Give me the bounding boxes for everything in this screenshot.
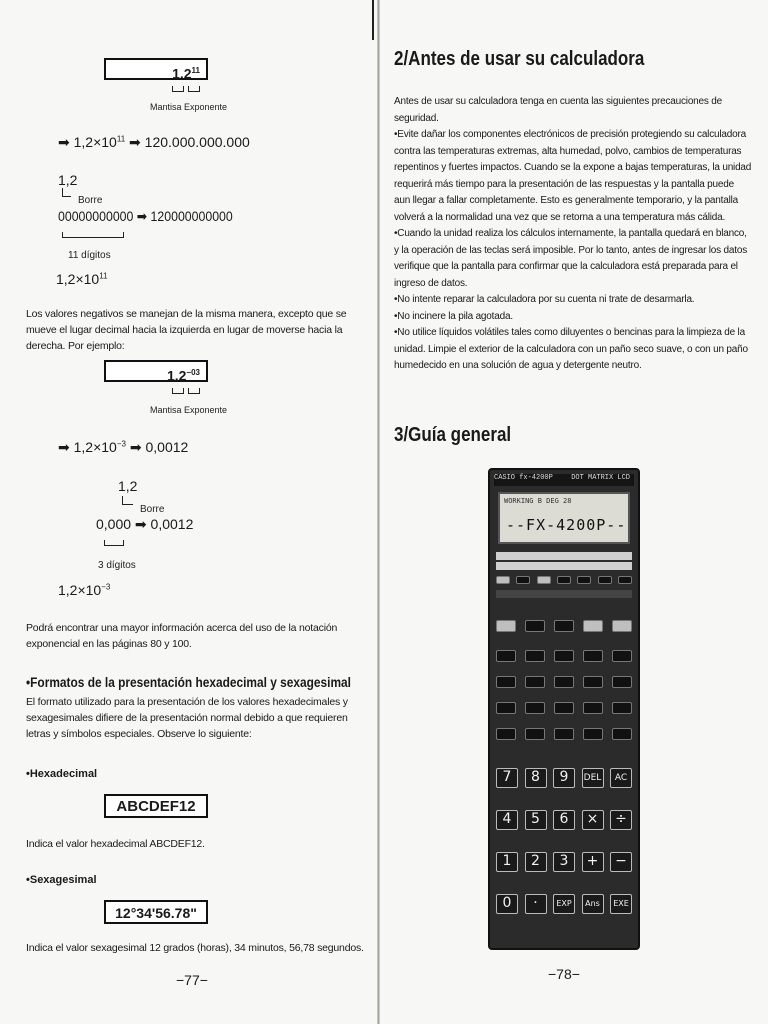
calculator-label-strip [496, 552, 632, 560]
calculator-function-keys-row [496, 620, 632, 632]
calc-key [496, 702, 516, 714]
calc-key [598, 576, 612, 584]
calc-key [612, 728, 632, 740]
borre-connector [122, 496, 133, 505]
calculator-function-keys-row [496, 702, 632, 714]
calc-key [577, 576, 591, 584]
borre-label: Borre [140, 504, 165, 515]
display-hexadecimal: ABCDEF12 [104, 794, 208, 818]
bracket-exponent [188, 86, 200, 92]
calc-key [496, 676, 516, 688]
section-title-before-use: 2/Antes de usar su calculadora [394, 48, 645, 70]
calculator-lcd [498, 492, 630, 544]
calc-key-multiply: × [582, 810, 604, 830]
calc-key-4: 4 [496, 810, 518, 830]
right-page [380, 0, 768, 1024]
calc-key-9: 9 [553, 768, 575, 788]
calc-key [554, 728, 574, 740]
calc-key [557, 576, 571, 584]
display-exponent: 11 [191, 66, 200, 75]
negatives-paragraph: Los valores negativos se manejan de la misma manera, excepto que se mueve el lugar decimal hacia la izquierda en lugar de moverse hacia la derecha. Por ejemplo: [26, 308, 347, 352]
digits-label: 11 dígitos [68, 250, 111, 261]
step-zeros-line: 0,000 ➡ 0,0012 [96, 516, 194, 532]
calc-key-divide: ÷ [610, 810, 632, 830]
calculator-mode-keys [496, 576, 632, 584]
step-final-value: $1,2\times 10^{11}$ [56, 271, 108, 287]
precaution-item: •No incinere la pila agotada. [394, 310, 513, 322]
calc-key [583, 650, 603, 662]
equation-negative: ➡ $1,2\times 10^{-3}$ ➡ 0,0012 [58, 439, 189, 455]
bracket-mantissa [172, 86, 184, 92]
calc-key-0: 0 [496, 894, 518, 914]
precaution-item: •No intente reparar la calculadora por su cuenta ni trate de desarmarla. [394, 294, 695, 305]
calc-key [583, 702, 603, 714]
calc-key [583, 728, 603, 740]
lcd-status-line: WORKING B DEG 28 [504, 497, 572, 505]
calc-key [612, 676, 632, 688]
calc-key [554, 650, 574, 662]
calc-key-5: 5 [525, 810, 547, 830]
bracket-mantissa [172, 388, 184, 394]
display-positive-exponent [104, 58, 208, 80]
display-sexagesimal: 12°34'56.78" [104, 900, 208, 924]
calculator-label-strip [496, 590, 632, 598]
calc-key-exp: EXP [553, 894, 575, 914]
calc-key [525, 728, 545, 740]
calc-key [537, 576, 551, 584]
calc-key [554, 620, 574, 632]
display-mantissa: 1.2 [172, 65, 192, 82]
hex-description: Indica el valor hexadecimal ABCDEF12. [26, 838, 205, 850]
calc-key-7: 7 [496, 768, 518, 788]
calc-key [583, 676, 603, 688]
section-title-general-guide: 3/Guía general [394, 424, 512, 446]
calc-key-2: 2 [525, 852, 547, 872]
calculator-brand-bar [494, 474, 634, 486]
calculator-function-keys-row [496, 676, 632, 688]
digits-bracket [104, 540, 124, 546]
calc-key-6: 6 [553, 810, 575, 830]
precaution-item: •No utilice líquidos volátiles tales como diluyentes o bencinas para la limpieza de la unidad. Limpie el exterior de la calculadora con un paño seco suave, o con un paño humedecido en una solución de agua y detergente neutro. [394, 327, 748, 371]
calc-key [612, 650, 632, 662]
calc-key [525, 620, 545, 632]
bracket-label: Mantisa Exponente [150, 102, 228, 112]
calculator-brand: CASIO fx-4200P [494, 474, 553, 482]
precaution-item: •Evite dañar los componentes electrónicos de precisión protegiendo su calculadora contra las temperaturas extremas, alta humedad, polvo, cambios de temperaturas repentinos y fuertes impactos. Cuando se la expone a bajas temperaturas, la unidad requerirá más tiempo para la presentación de las respuestas y la pantalla puede aun llegar a fallar completamente. Esto es generalmente temporario, y la pantalla volverá a la normalidad una vez que se retorna a una temperatura más cálida. [394, 129, 752, 223]
step-top-value: 1,2 [118, 478, 138, 494]
calculator-illustration [488, 468, 640, 950]
calc-key-ac: AC [610, 768, 632, 788]
step-zeros-line: 00000000000 ➡ 120000000000 [58, 208, 233, 224]
calc-key [496, 576, 510, 584]
calculator-function-keys-row [496, 650, 632, 662]
calculator-digit-row [496, 852, 632, 872]
display-negative-exponent: $1.2^{-03}$ [104, 360, 208, 382]
bracket-exponent [188, 388, 200, 394]
calc-key [583, 620, 603, 632]
calc-key-plus: + [582, 852, 604, 872]
calculator-label-strip [496, 562, 632, 570]
calc-key [525, 702, 545, 714]
more-info-paragraph: Podrá encontrar una mayor información acerca del uso de la notación exponencial en las páginas 80 y 100. [26, 622, 338, 650]
borre-label: Borre [78, 195, 103, 206]
calculator-lcd-header: DOT MATRIX LCD [571, 474, 630, 482]
section-title-hex-sexagesimal: •Formatos de la presentación hexadecimal y sexagesimal [26, 674, 351, 690]
section-paragraph: El formato utilizado para la presentación de los valores hexadecimales y sexagesimales difiere de la presentación normal debido a que requieren letras y símbolos especiales. Observe lo siguiente: [26, 696, 348, 740]
calc-key [554, 676, 574, 688]
precautions-block [394, 94, 752, 375]
page-number-right: −78− [548, 966, 580, 982]
calculator-function-keys-row [496, 728, 632, 740]
calc-key [525, 676, 545, 688]
digits-bracket [62, 232, 124, 238]
digits-label: 3 dígitos [98, 560, 136, 571]
calc-key [554, 702, 574, 714]
calc-key [618, 576, 632, 584]
calc-key [612, 620, 632, 632]
calc-key [496, 620, 516, 632]
precaution-item: •Cuando la unidad realiza los cálculos internamente, la pantalla quedará en blanco, y la operación de las teclas será imposible. Por lo tanto, antes de ingresar los datos verifique que la pantalla para confirmar que la calculadora está preparada para el ingreso de datos. [394, 228, 748, 289]
lcd-main-text: --FX-4200P-- [506, 516, 627, 534]
calc-key-3: 3 [553, 852, 575, 872]
sexagesimal-title: •Sexagesimal [26, 874, 97, 886]
calc-key [496, 728, 516, 740]
calc-key-exe: EXE [610, 894, 632, 914]
borre-connector [62, 188, 71, 197]
calc-key-1: 1 [496, 852, 518, 872]
bracket-label: Mantisa Exponente [150, 405, 228, 415]
calc-key [496, 650, 516, 662]
equation-positive: ➡ $1,2\times 10^{11}$ ➡ 120.000.000.000 [58, 134, 250, 150]
calculator-digit-row [496, 810, 632, 830]
calculator-digit-row [496, 768, 632, 788]
calc-key-8: 8 [525, 768, 547, 788]
hex-title: •Hexadecimal [26, 768, 98, 780]
calc-key [516, 576, 530, 584]
precautions-intro: Antes de usar su calculadora tenga en cuenta las siguientes precauciones de seguridad. [394, 96, 723, 124]
calc-key-decimal: · [525, 894, 547, 914]
sexagesimal-description: Indica el valor sexagesimal 12 grados (horas), 34 minutos, 56,78 segundos. [26, 942, 364, 954]
calculator-digit-row [496, 894, 632, 914]
calc-key-del: DEL [582, 768, 604, 788]
calc-key [525, 650, 545, 662]
calc-key [612, 702, 632, 714]
left-page [0, 0, 380, 1024]
calc-key-minus: − [610, 852, 632, 872]
calc-key-ans: Ans [582, 894, 604, 914]
step-top-value: 1,2 [58, 172, 78, 188]
page-number-left: −77− [176, 972, 208, 988]
step-final-value: $1,2\times 10^{-3}$ [58, 582, 111, 598]
